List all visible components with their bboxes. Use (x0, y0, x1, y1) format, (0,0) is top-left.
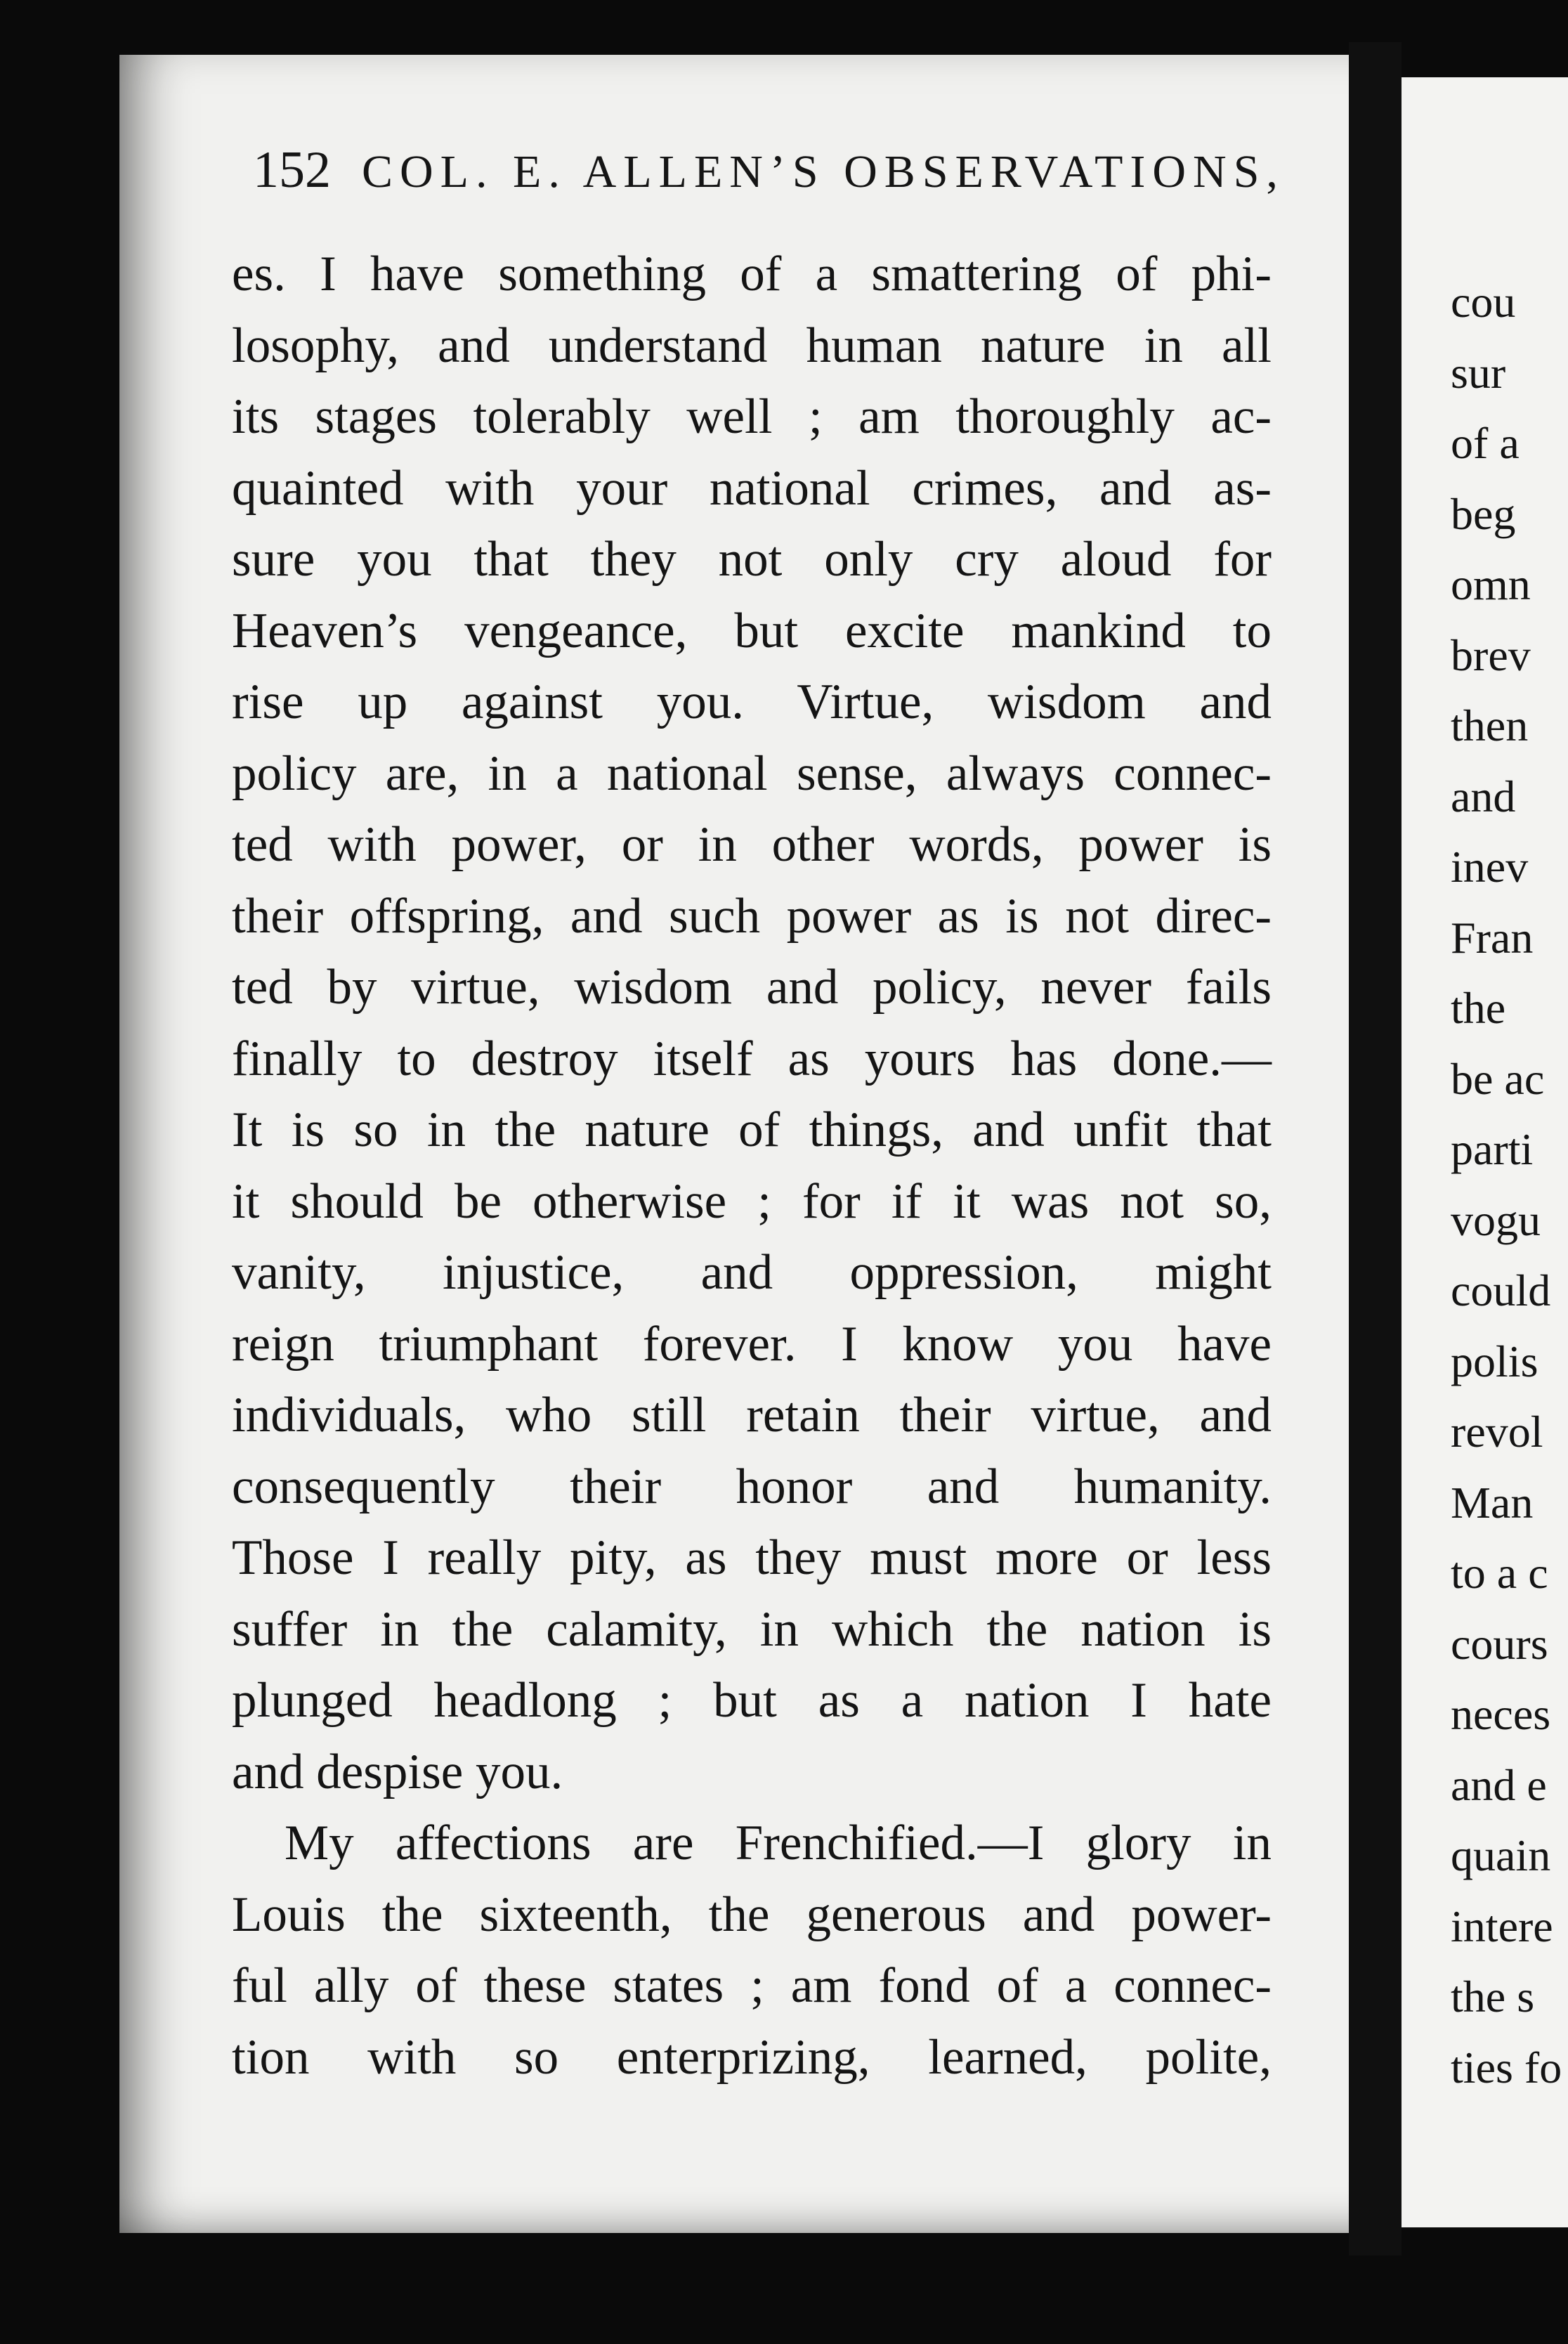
text-line: suffer in the calamity, in which the nation is (232, 1601, 1272, 1657)
text-line: It is so in the nature of things, and unfit that (232, 1102, 1272, 1157)
right-line-fragment: vogu (1451, 1194, 1541, 1245)
right-line-fragment: ties fo (1451, 2042, 1562, 2092)
text-line: Louis the sixteenth, the generous and power- (232, 1887, 1272, 1942)
paragraph-last-line: and despise you. (232, 1744, 563, 1799)
text-line: Those I really pity, as they must more or less (232, 1530, 1272, 1585)
text-line: it should be otherwise ; for if it was not so, (232, 1173, 1272, 1229)
right-line-fragment: then (1451, 701, 1529, 750)
paragraph-first-line: My affections are Frenchified.—I glory in (285, 1816, 1272, 1870)
text-line: individuals, who still retain their virtue, and (232, 1388, 1272, 1443)
right-line-fragment: cours (1451, 1618, 1548, 1669)
text-line: ted with power, or in other words, power is (232, 817, 1272, 872)
right-line-fragment: inev (1451, 842, 1529, 892)
right-line-fragment: Man (1451, 1477, 1534, 1528)
text-line: their offspring, and such power as is not direc- (232, 888, 1272, 944)
text-line: plunged headlong ; but as a nation I hate (232, 1673, 1272, 1728)
right-line-fragment: to a c (1451, 1548, 1548, 1598)
text-line: reign triumphant forever. I know you have (232, 1316, 1272, 1372)
right-line-fragment: and (1451, 771, 1516, 821)
text-line: ted by virtue, wisdom and policy, never fails (232, 960, 1272, 1015)
right-line-fragment: sur (1451, 347, 1506, 398)
right-page-fragments (1451, 267, 1568, 2103)
text-line: losophy, and understand human nature in all (232, 318, 1272, 373)
text-line: Heaven’s vengeance, but excite mankind to (232, 603, 1272, 658)
page-number: 152 (253, 141, 331, 199)
running-head-title: COL. E. ALLEN’S OBSERVATIONS, (362, 146, 1285, 197)
right-line-fragment: and e (1451, 1759, 1547, 1810)
right-line-fragment: be ac (1451, 1053, 1545, 1104)
text-line: rise up against you. Virtue, wisdom and (232, 675, 1272, 729)
right-line-fragment: beg (1451, 488, 1516, 539)
right-line-fragment: of a (1451, 418, 1520, 468)
right-line-fragment: the s (1451, 1972, 1535, 2021)
right-line-fragment: polis (1451, 1336, 1538, 1386)
text-line: vanity, injustice, and oppression, might (232, 1245, 1272, 1300)
right-line-fragment: the (1451, 983, 1506, 1033)
right-line-fragment: could (1451, 1265, 1551, 1315)
right-line-fragment: cou (1451, 277, 1516, 327)
right-line-fragment: quain (1451, 1830, 1551, 1880)
text-line: its stages tolerably well ; am thoroughly ac- (232, 389, 1272, 444)
right-line-fragment: brev (1451, 630, 1531, 680)
left-page-body (232, 239, 1272, 2093)
right-line-fragment: intere (1451, 1901, 1553, 1951)
text-line: quainted with your national crimes, and as- (232, 460, 1272, 516)
right-line-fragment: neces (1451, 1689, 1551, 1739)
text-line: es. I have something of a smattering of phi- (232, 247, 1272, 301)
text-line: sure you that they not only cry aloud for (232, 532, 1272, 587)
right-line-fragment: Fran (1451, 912, 1534, 963)
text-line: tion with so enterprizing, learned, polite, (232, 2029, 1272, 2085)
text-line: consequently their honor and humanity. (232, 1459, 1272, 1514)
book-gutter (1349, 42, 1402, 2255)
right-line-fragment: parti (1451, 1124, 1534, 1174)
text-line: finally to destroy itself as yours has done.— (232, 1031, 1272, 1086)
right-line-fragment: omn (1451, 559, 1531, 609)
text-line: ful ally of these states ; am fond of a connec- (232, 1958, 1272, 2013)
right-line-fragment: revol (1451, 1407, 1543, 1457)
text-line: policy are, in a national sense, always connec- (232, 745, 1272, 801)
running-head (253, 141, 1285, 200)
